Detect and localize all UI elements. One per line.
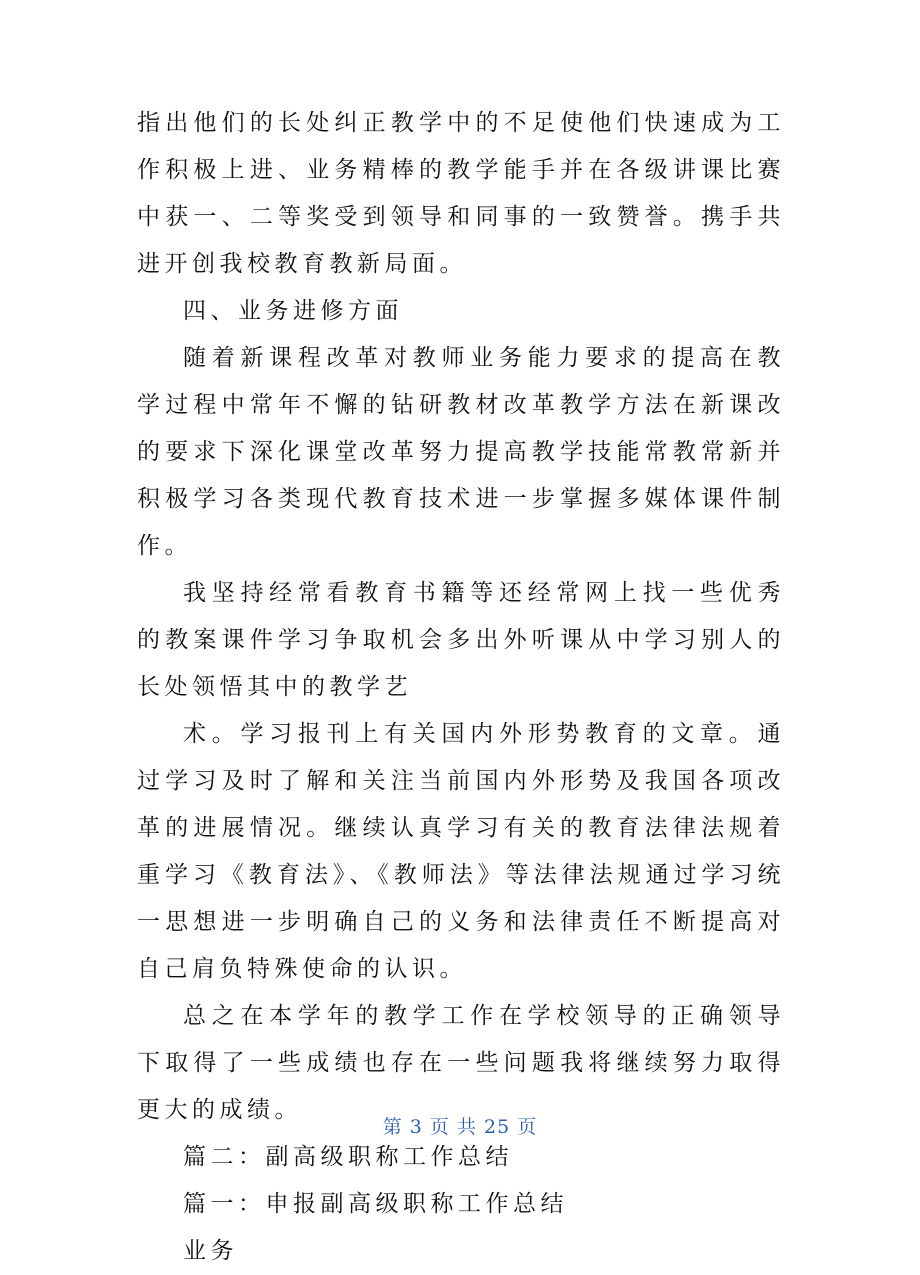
paragraph: 业务 (183, 1238, 238, 1264)
footer-page-number: 3 (409, 1116, 423, 1138)
section-heading: 四、业务进修方面 (183, 298, 403, 324)
footer-prefix: 第 (382, 1116, 403, 1138)
paragraph: 随着新课程改革对教师业务能力要求的提高在教学过程中常年不懈的钻研教材改革教学方法在新课改的要求下深化课堂改革努力提高教学技能常教常新并积极学习各类现代教育技术进一步掌握多媒体课件制作。 (137, 345, 785, 559)
paragraph: 总之在本学年的教学工作在学校领导的正确领导下取得了一些成绩也存在一些问题我将继续努力取得更大的成绩。 (137, 1003, 785, 1123)
article-heading: 篇二：副高级职称工作总结 (183, 1144, 513, 1170)
footer-total-pages: 25 (484, 1116, 511, 1138)
article-heading: 篇一：申报副高级职称工作总结 (183, 1191, 568, 1217)
paragraph-continuation: 指出他们的长处纠正教学中的不足使他们快速成为工作积极上进、业务精棒的教学能手并在各级讲课比赛中获一、二等奖受到领导和同事的一致赞誉。携手共进开创我校教育教新局面。 (137, 110, 785, 277)
footer-middle: 页 共 (429, 1116, 477, 1138)
footer-suffix: 页 (517, 1116, 538, 1138)
paragraph: 我坚持经常看教育书籍等还经常网上找一些优秀的教案课件学习争取机会多出外听课从中学习别人的长处领悟其中的教学艺 (137, 580, 785, 700)
document-body (137, 100, 785, 1275)
page-footer (0, 1112, 920, 1139)
paragraph: 术。学习报刊上有关国内外形势教育的文章。通过学习及时了解和关注当前国内外形势及我国各项改革的进展情况。继续认真学习有关的教育法律法规着重学习《教育法》、《教师法》等法律法规通过学习统一思想进一步明确自己的义务和法律责任不断提高对自己肩负特殊使命的认识。 (137, 721, 785, 982)
